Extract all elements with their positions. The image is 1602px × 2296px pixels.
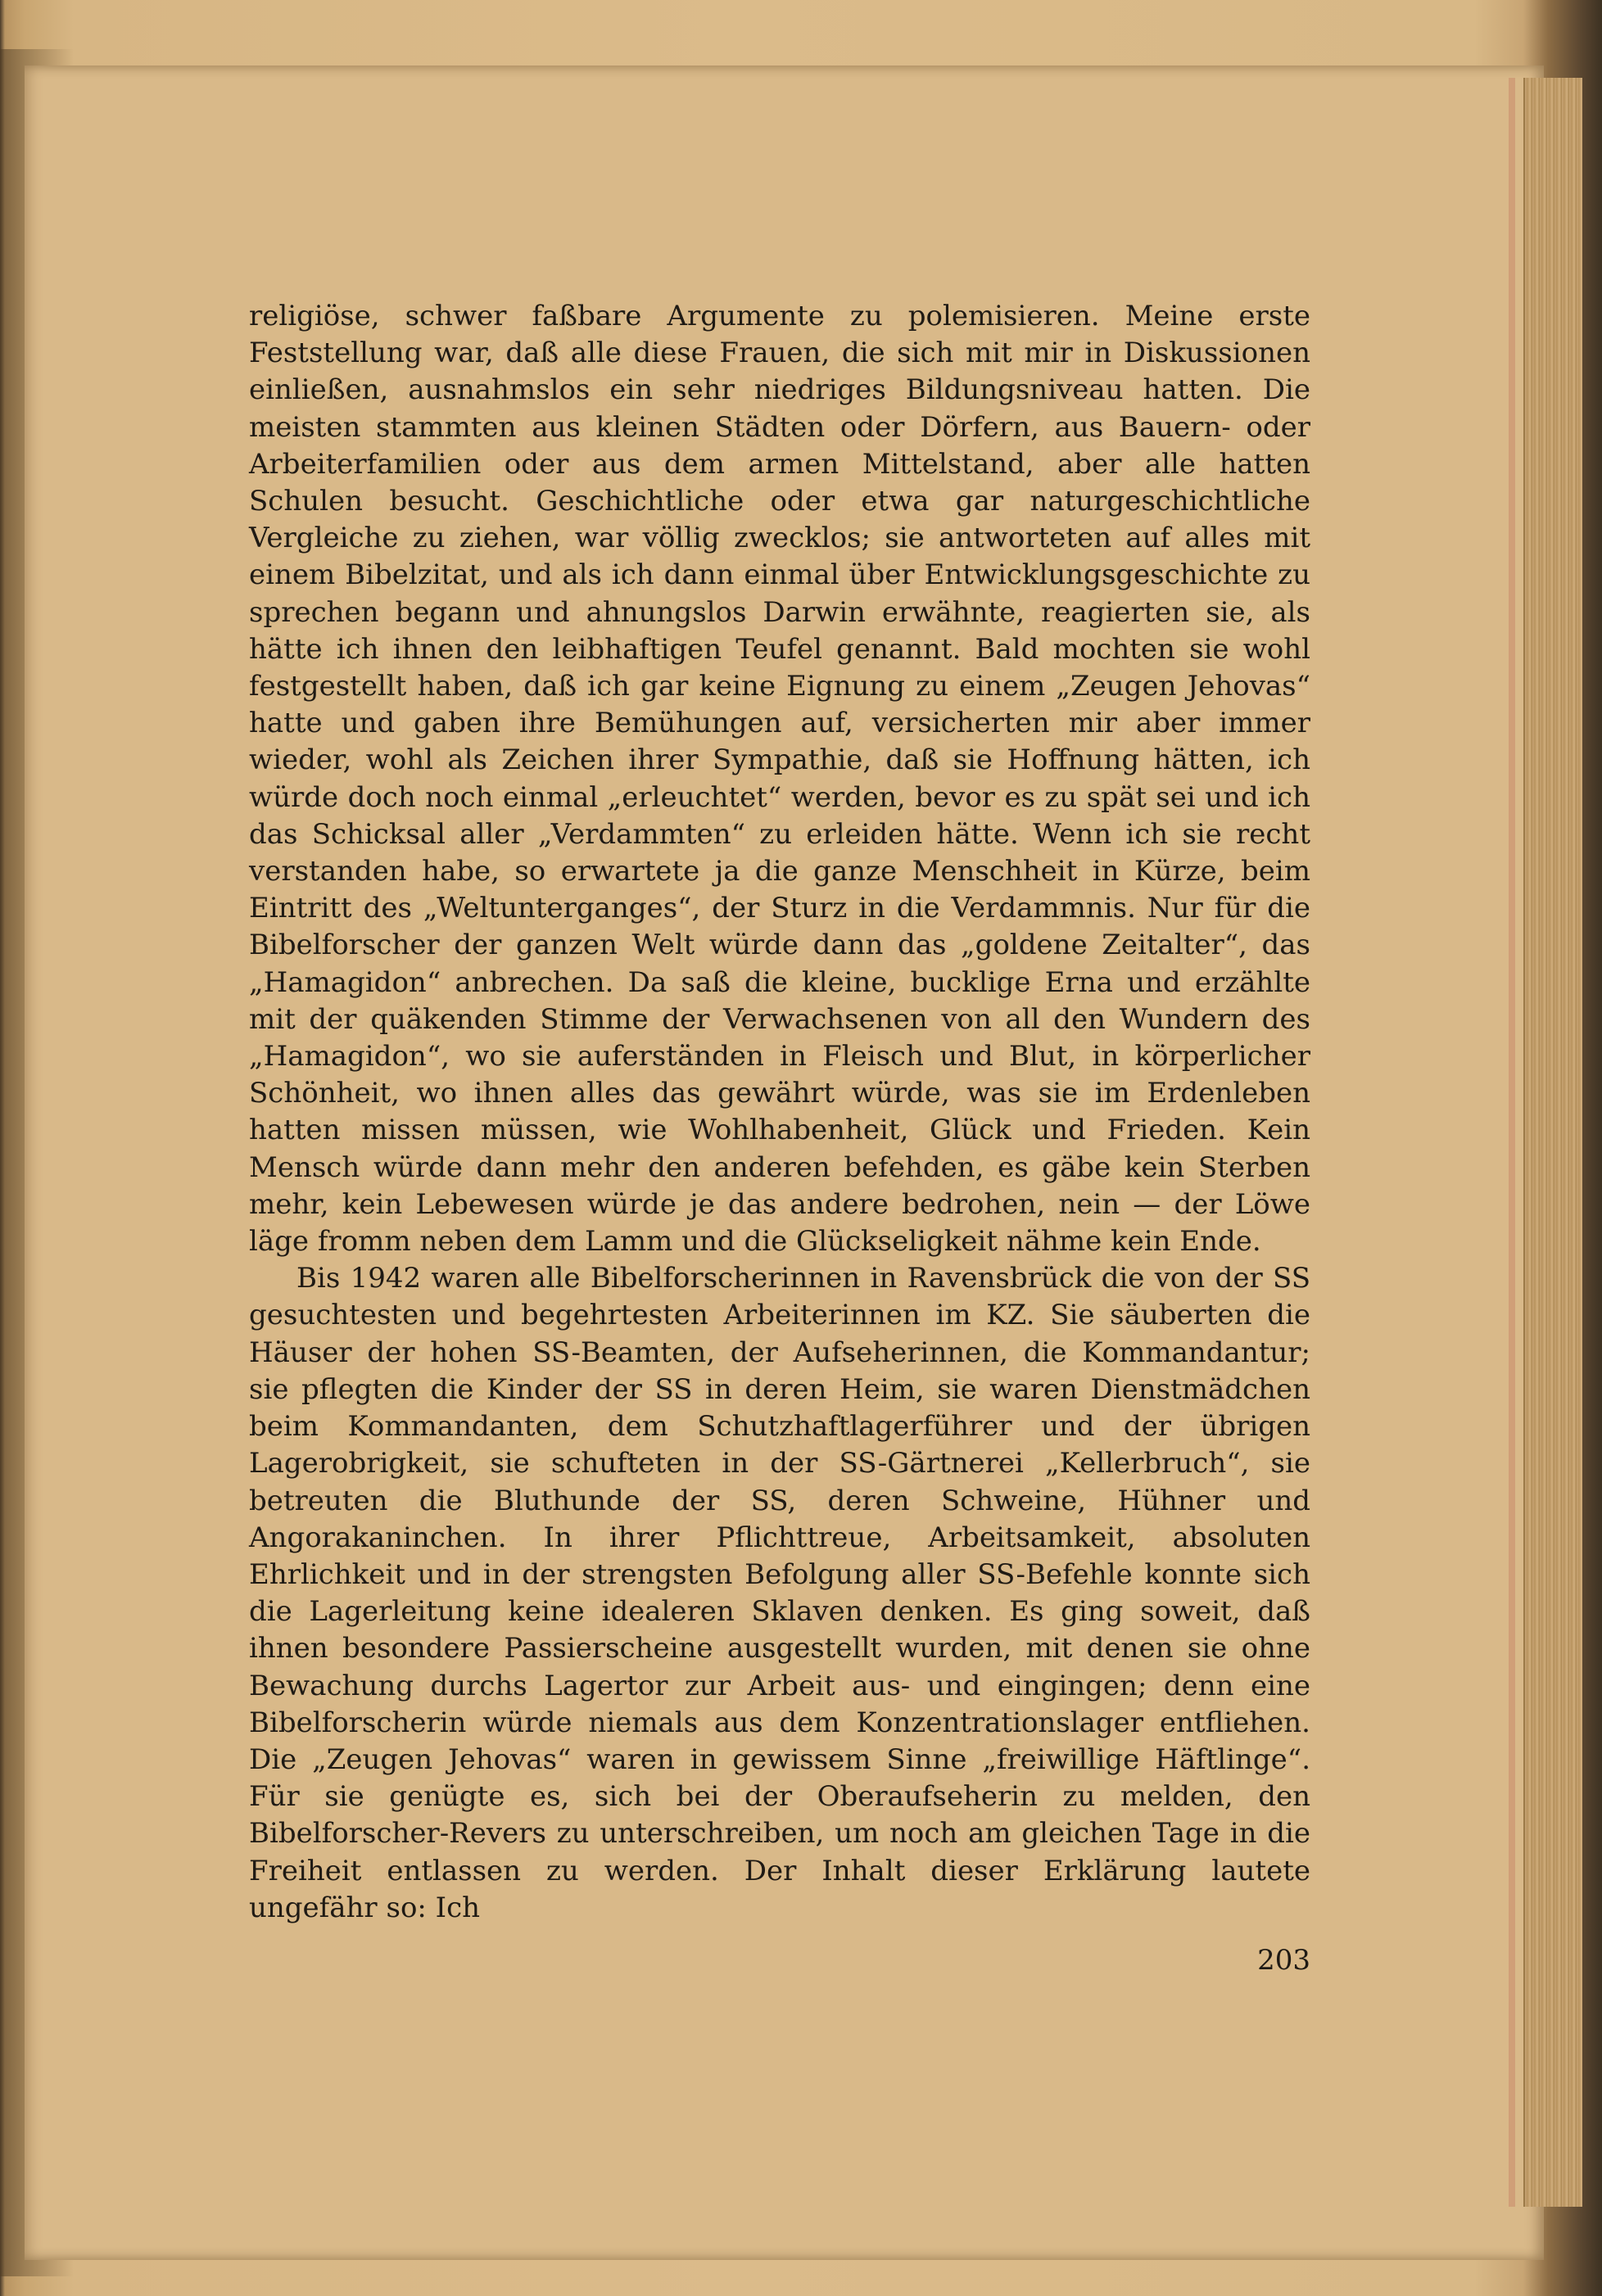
paragraph-ravensbrueck: Bis 1942 waren alle Bibelforscherinnen in Ravensbrück die von der SS gesuchtesten und begehrtesten Arbeiterinnen im KZ. Sie säuberten die Häuser der hohen SS-Beamten, der Aufseherinnen, die Kommandantur; sie pflegten die Kinder der SS in deren Heim, sie waren Dienstmädchen beim Kommandanten, dem Schutzhaftlagerführer und der übrigen Lagerobrigkeit, sie schufteten in der SS-Gärtnerei „Kellerbruch“, sie betreuten die Bluthunde der SS, deren Schweine, Hühner und Angorakaninchen. In ihrer Pflichttreue, Arbeitsamkeit, absoluten Ehrlichkeit und in der strengsten Befolgung aller SS-Befehle konnte sich die Lagerleitung keine idealeren Sklaven denken. Es ging soweit, daß ihnen besondere Passierscheine ausgestellt wurden, mit denen sie ohne Bewachung durchs Lagertor zur Arbeit aus- und eingingen; denn eine Bibelforscherin würde niemals aus dem Konzentrationslager entfliehen. Die „Zeugen Jehovas“ waren in gewissem Sinne „freiwillige Häftlinge“. Für sie genügte es, sich bei der Oberaufseherin zu melden, den Bibelforscher-Revers zu unterschreiben, um noch am gleichen Tage in die Freiheit entlassen zu werden. Der Inhalt dieser Erklärung lautete ungefähr so: Ich bbox=[249, 1262, 1310, 1924]
book-fore-edge bbox=[1523, 78, 1582, 2207]
body-text bbox=[249, 298, 1310, 1927]
paragraph-continuation: religiöse, schwer faßbare Argumente zu polemisieren. Meine erste Feststellung war, daß alle diese Frauen, die sich mit mir in Diskussionen einließen, ausnahmslos ein sehr niedriges Bildungsniveau hatten. Die meisten stammten aus kleinen Städten oder Dörfern, aus Bauern- oder Arbeiterfamilien oder aus dem armen Mittelstand, aber alle hatten Schulen besucht. Geschichtliche oder etwa gar naturgeschichtliche Vergleiche zu ziehen, war völlig zwecklos; sie antworteten auf alles mit einem Bibelzitat, und als ich dann einmal über Entwicklungsgeschichte zu sprechen begann und ahnungslos Darwin erwähnte, reagierten sie, als hätte ich ihnen den leibhaftigen Teufel genannt. Bald mochten sie wohl festgestellt haben, daß ich gar keine Eignung zu einem „Zeugen Jehovas“ hatte und gaben ihre Bemühungen auf, versicherten mir aber immer wieder, wohl als Zeichen ihrer Sympathie, daß sie Hoffnung hätten, ich würde doch noch einmal „erleuchtet“ werden, bevor es zu spät sei und ich das Schicksal aller „Verdammten“ zu erleiden hätte. Wenn ich sie recht verstanden habe, so erwartete ja die ganze Menschheit in Kürze, beim Eintritt des „Weltunterganges“, der Sturz in die Verdammnis. Nur für die Bibelforscher der ganzen Welt würde dann das „goldene Zeitalter“, das „Hamagidon“ anbrechen. Da saß die kleine, bucklige Erna und erzählte mit der quäkenden Stimme der Verwachsenen von all den Wundern des „Hamagidon“, wo sie auferständen in Fleisch und Blut, in körperlicher Schönheit, wo ihnen alles das gewährt würde, was sie im Erdenleben hatten missen müssen, wie Wohlhabenheit, Glück und Frieden. Kein Mensch würde dann mehr den anderen befehden, es gäbe kein Sterben mehr, kein Lebewesen würde je das andere bedrohen, nein — der Löwe läge fromm neben dem Lamm und die Glückseligkeit nähme kein Ende. bbox=[249, 300, 1310, 1259]
page-red-edge bbox=[1509, 78, 1515, 2207]
page-number: 203 bbox=[1257, 1944, 1310, 1977]
